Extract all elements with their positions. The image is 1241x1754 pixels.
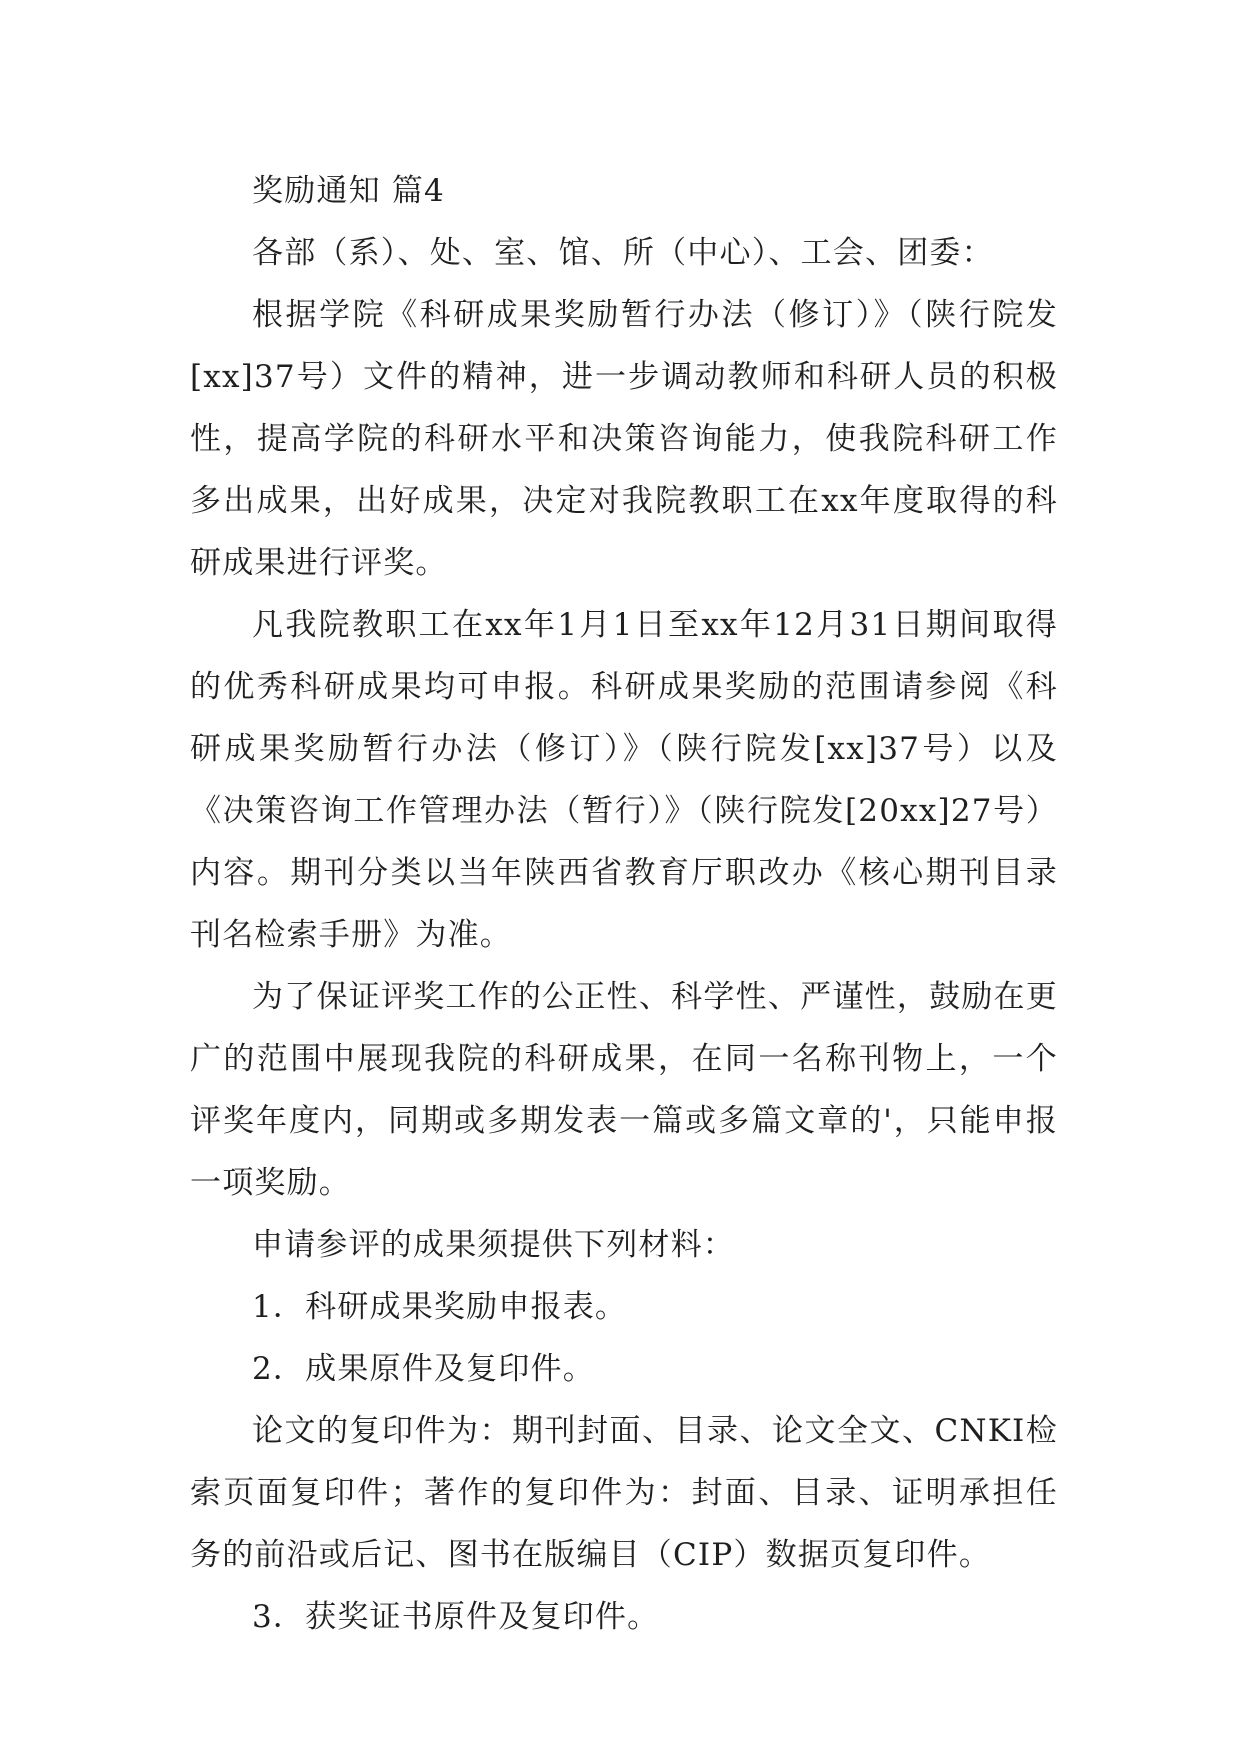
body-paragraph: 为了保证评奖工作的公正性、科学性、严谨性，鼓励在更广的范围中展现我院的科研成果，在同一名称刊物上，一个评奖年度内，同期或多期发表一篇或多篇文章的'，只能申报一项奖励。 — [190, 979, 1058, 1201]
salutation: 各部（系）、处、室、馆、所（中心）、工会、团委： — [252, 235, 994, 271]
body-paragraph: 根据学院《科研成果奖励暂行办法（修订）》（陕行院发[xx]37号）文件的精神，进一步调动教师和科研人员的积极性，提高学院的科研水平和决策咨询能力，使我院科研工作多出成果，出好成果，决定对我院教职工在xx年度取得的科研成果进行评奖。 — [190, 297, 1058, 581]
document-body — [190, 160, 1058, 1648]
document-title: 奖励通知 篇4 — [252, 173, 445, 209]
body-paragraph: 申请参评的成果须提供下列材料： — [252, 1227, 735, 1263]
list-item: 2．成果原件及复印件。 — [252, 1351, 595, 1387]
body-paragraph: 论文的复印件为：期刊封面、目录、论文全文、CNKI检索页面复印件；著作的复印件为：封面、目录、证明承担任务的前沿或后记、图书在版编目（CIP）数据页复印件。 — [190, 1413, 1058, 1573]
body-paragraph: 凡我院教职工在xx年1月1日至xx年12月31日期间取得的优秀科研成果均可申报。科研成果奖励的范围请参阅《科研成果奖励暂行办法（修订）》（陕行院发[xx]37号）以及《决策咨询工作管理办法（暂行）》（陕行院发[20xx]27号）内容。期刊分类以当年陕西省教育厅职改办《核心期刊目录刊名检索手册》为准。 — [190, 607, 1058, 953]
list-item: 1．科研成果奖励申报表。 — [252, 1289, 628, 1325]
list-item: 3．获奖证书原件及复印件。 — [252, 1599, 660, 1635]
